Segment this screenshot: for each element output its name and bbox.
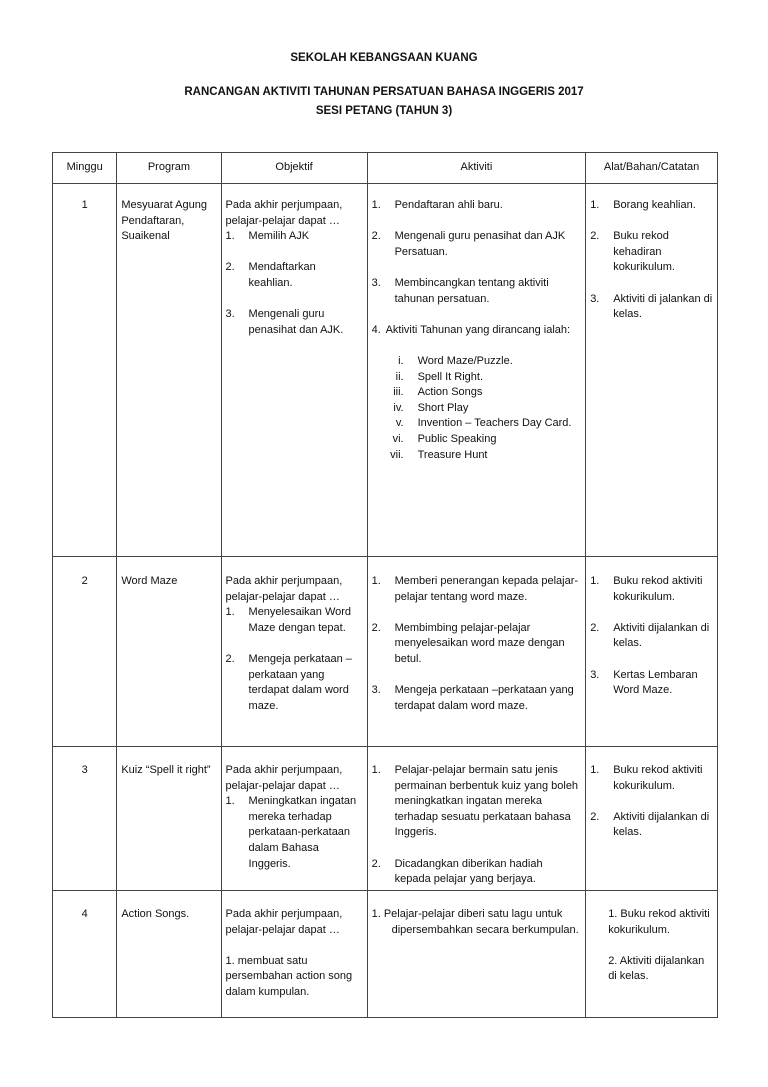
objektif-cell bbox=[221, 891, 367, 1018]
list-item: 1. Memilih AJK bbox=[225, 230, 310, 243]
list-item: 3. Aktiviti di jalankan di kelas. bbox=[590, 292, 713, 321]
col-header-objektif: Objektif bbox=[221, 153, 367, 184]
aktiviti-text: 1. Pelajar-pelajar diberi satu lagu untuk dipersembahkan secara berkumpulan. bbox=[371, 908, 579, 936]
objektif-list bbox=[226, 229, 363, 338]
list-item: 2. Membimbing pelajar-pelajar menyelesaikan word maze dengan betul. bbox=[371, 621, 565, 665]
list-item: 1. Buku rekod aktiviti kokurikulum. bbox=[590, 764, 703, 792]
aktiviti-cell bbox=[367, 184, 586, 557]
session-title: SESI PETANG (TAHUN 3) bbox=[315, 105, 453, 117]
activity-sublist bbox=[372, 354, 582, 463]
list-item: 3. Membincangkan tentang aktiviti tahunan persatuan. bbox=[371, 276, 549, 305]
objektif-intro: Pada akhir perjumpaan, pelajar-pelajar dapat … bbox=[225, 764, 343, 792]
aktiviti-list bbox=[372, 198, 582, 338]
objektif-cell bbox=[221, 557, 367, 747]
objektif-intro: Pada akhir perjumpaan, pelajar-pelajar dapat … bbox=[225, 908, 343, 936]
sub-list-item: iv. Short Play bbox=[393, 401, 469, 414]
sub-list-item: iii. Action Songs bbox=[393, 386, 483, 399]
list-item: 1. Memberi penerangan kepada pelajar-pelajar tentang word maze. bbox=[371, 575, 579, 603]
alat-text-1: 1. Buku rekod aktiviti kokurikulum. bbox=[608, 908, 710, 936]
sub-list-item: vii. Treasure Hunt bbox=[390, 448, 488, 461]
aktiviti-list bbox=[372, 763, 582, 888]
aktiviti-cell bbox=[367, 891, 586, 1018]
minggu-cell: 4 bbox=[53, 891, 117, 1018]
objektif-intro: Pada akhir perjumpaan, pelajar-pelajar dapat … bbox=[225, 199, 343, 227]
objektif-intro: Pada akhir perjumpaan, pelajar-pelajar dapat … bbox=[225, 575, 343, 603]
list-item: 2. Aktiviti dijalankan di kelas. bbox=[590, 810, 710, 839]
aktiviti-list bbox=[372, 574, 582, 714]
col-header-program: Program bbox=[117, 153, 221, 184]
aktiviti-cell bbox=[367, 557, 586, 747]
table-row bbox=[53, 557, 718, 747]
objektif-list bbox=[226, 605, 363, 714]
list-item: 3. Kertas Lembaran Word Maze. bbox=[590, 668, 698, 697]
list-item: 1. Meningkatkan ingatan mereka terhadap perkataan-perkataan dalam Bahasa Inggeris. bbox=[225, 795, 357, 870]
minggu-cell: 2 bbox=[53, 557, 117, 747]
list-item: 1. Buku rekod aktiviti kokurikulum. bbox=[590, 575, 703, 603]
program-cell: Mesyuarat Agung Pendaftaran, Suaikenal bbox=[117, 184, 221, 557]
col-header-alat: Alat/Bahan/Catatan bbox=[586, 153, 718, 184]
list-item: 1. Menyelesaikan Word Maze dengan tepat. bbox=[225, 606, 352, 634]
list-item: 2. Mengenali guru penasihat dan AJK Persatuan. bbox=[371, 230, 566, 258]
list-item: 2. Mendaftarkan keahlian. bbox=[225, 261, 316, 289]
table-row bbox=[53, 747, 718, 891]
alat-list bbox=[590, 198, 713, 323]
sub-list-item: i. Word Maze/Puzzle. bbox=[398, 354, 513, 367]
sub-list-item: ii. Spell It Right. bbox=[395, 370, 484, 383]
alat-cell bbox=[586, 184, 718, 557]
alat-cell bbox=[586, 557, 718, 747]
table-header-row bbox=[53, 153, 718, 184]
sub-list-item: v. Invention – Teachers Day Card. bbox=[395, 417, 572, 430]
program-cell: Kuiz “Spell it right” bbox=[117, 747, 221, 891]
alat-list bbox=[590, 574, 713, 699]
document-title: RANCANGAN AKTIVITI TAHUNAN PERSATUAN BAHASA INGGERIS 2017 bbox=[184, 86, 584, 98]
list-item: 2. Buku rekod kehadiran kokurikulum. bbox=[590, 230, 675, 274]
alat-cell bbox=[586, 747, 718, 891]
objektif-list bbox=[226, 794, 363, 872]
table-row bbox=[53, 184, 718, 557]
list-item: 1. Borang keahlian. bbox=[590, 199, 696, 211]
alat-list bbox=[590, 763, 713, 841]
list-item: 1. Pelajar-pelajar bermain satu jenis permainan berbentuk kuiz yang boleh meningkatkan ingatan mereka terhadap sesuatu perkataan bahasa Inggeris. bbox=[371, 764, 579, 839]
list-item: 2. Aktiviti dijalankan di kelas. bbox=[590, 621, 710, 650]
table-row bbox=[53, 891, 718, 1018]
program-cell: Action Songs. bbox=[117, 891, 221, 1018]
list-item: 4. Aktiviti Tahunan yang dirancang ialah: bbox=[371, 323, 571, 336]
list-item: 3. Mengeja perkataan –perkataan yang terdapat dalam word maze. bbox=[371, 684, 574, 712]
activity-table bbox=[52, 152, 718, 1018]
program-cell: Word Maze bbox=[117, 557, 221, 747]
objektif-text: 1. membuat satu persembahan action song dalam kumpulan. bbox=[225, 954, 353, 998]
objektif-cell bbox=[221, 184, 367, 557]
col-header-minggu: Minggu bbox=[53, 153, 117, 184]
alat-text-2: 2. Aktiviti dijalankan di kelas. bbox=[608, 954, 705, 983]
list-item: 1. Pendaftaran ahli baru. bbox=[371, 199, 503, 211]
col-header-aktiviti: Aktiviti bbox=[367, 153, 586, 184]
minggu-cell: 3 bbox=[53, 747, 117, 891]
aktiviti-cell bbox=[367, 747, 586, 891]
list-item: 2. Mengeja perkataan –perkataan yang terdapat dalam word maze. bbox=[225, 652, 352, 712]
minggu-cell: 1 bbox=[53, 184, 117, 557]
objektif-cell bbox=[221, 747, 367, 891]
list-item: 2. Dicadangkan diberikan hadiah kepada pelajar yang berjaya. bbox=[371, 857, 543, 886]
school-name: SEKOLAH KEBANGSAAN KUANG bbox=[290, 52, 478, 64]
list-item: 3. Mengenali guru penasihat dan AJK. bbox=[225, 308, 344, 336]
sub-list-item: vi. Public Speaking bbox=[392, 432, 497, 445]
alat-cell bbox=[586, 891, 718, 1018]
